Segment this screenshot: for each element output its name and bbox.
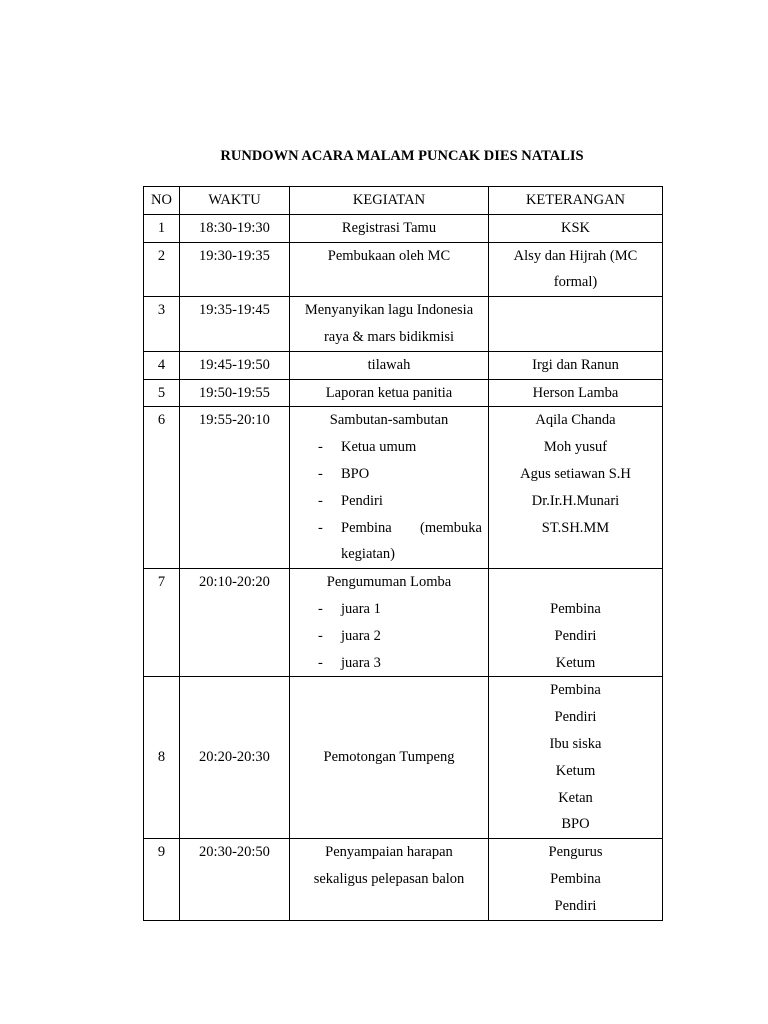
cell-keterangan [489,407,663,569]
cell-keterangan [489,569,663,677]
cell-kegiatan [290,297,489,352]
bullet-text: Pendiri [341,492,383,509]
table-row [144,839,663,920]
bullet-text: Ketua umum [341,439,417,456]
cell-no: 3 [144,297,180,352]
table-row [144,351,663,379]
keterangan-line: Irgi dan Ranun [532,356,619,373]
keterangan-line: Alsy dan Hijrah (MC [513,247,638,264]
list-item [290,541,488,568]
cell-kegiatan [290,351,489,379]
cell-keterangan [489,297,663,352]
table-row [144,297,663,352]
header-keterangan: KETERANGAN [489,187,663,215]
keterangan-line: Aqila Chanda [535,412,616,429]
header-no: NO [144,187,180,215]
keterangan-line: Pendiri [554,627,597,644]
bullet-text: juara 3 [341,654,381,671]
table-row [144,379,663,407]
bullet-dash: - [318,439,323,456]
header-kegiatan: KEGIATAN [290,187,489,215]
kegiatan-heading: Pengumuman Lomba [326,574,452,591]
keterangan-line: Pembina [550,600,601,617]
cell-keterangan [489,677,663,839]
list-item [290,650,488,677]
kegiatan-line: Menyanyikan lagu Indonesia [304,302,474,319]
list-item [290,596,488,623]
table-row [144,677,663,839]
cell-waktu: 18:30-19:30 [180,214,290,242]
cell-waktu: 20:10-20:20 [180,569,290,677]
bullet-dash: - [318,654,323,671]
cell-keterangan [489,214,663,242]
cell-keterangan [489,242,663,297]
bullet-text: BPO [341,465,370,482]
cell-waktu: 19:50-19:55 [180,379,290,407]
list-item [290,488,488,515]
keterangan-line: Ketum [555,654,596,671]
list-item [290,434,488,461]
bullet-text: (membuka [419,519,482,536]
cell-no: 2 [144,242,180,297]
cell-no: 7 [144,569,180,677]
page-title: RUNDOWN ACARA MALAM PUNCAK DIES NATALIS [220,148,584,164]
cell-waktu: 20:30-20:50 [180,839,290,920]
cell-waktu: 19:55-20:10 [180,407,290,569]
cell-no: 1 [144,214,180,242]
bullet-dash: - [318,627,323,644]
cell-keterangan [489,839,663,920]
keterangan-line: Dr.Ir.H.Munari [531,492,620,509]
bullet-dash: - [318,492,323,509]
keterangan-line: Agus setiawan S.H [520,465,631,482]
kegiatan-line: Registrasi Tamu [341,219,437,236]
cell-waktu: 19:35-19:45 [180,297,290,352]
keterangan-line: KSK [560,219,590,236]
kegiatan-line: Penyampaian harapan [325,844,453,861]
cell-no: 9 [144,839,180,920]
cell-no: 6 [144,407,180,569]
kegiatan-bullet-list [290,596,488,676]
bullet-text-continuation: kegiatan) [341,546,395,563]
rundown-table [143,186,663,921]
cell-kegiatan [290,214,489,242]
cell-kegiatan [290,677,489,839]
cell-kegiatan [290,839,489,920]
kegiatan-line: tilawah [367,356,411,373]
kegiatan-line: Pemotongan Tumpeng [323,749,455,766]
table-row [144,569,663,677]
keterangan-line: Ketum [555,762,596,779]
keterangan-line: formal) [553,274,598,291]
bullet-text: juara 2 [341,627,381,644]
keterangan-line: Ketan [558,789,593,806]
cell-kegiatan [290,242,489,297]
list-item [290,461,488,488]
bullet-text: juara 1 [341,600,381,617]
header-waktu: WAKTU [180,187,290,215]
keterangan-line: Moh yusuf [543,439,608,456]
keterangan-line: Herson Lamba [532,384,619,401]
keterangan-line: Pengurus [548,844,603,861]
cell-waktu: 20:20-20:30 [180,677,290,839]
keterangan-line: Pembina [550,870,601,887]
cell-no: 5 [144,379,180,407]
cell-kegiatan [290,569,489,677]
keterangan-line: Pembina [550,682,601,699]
kegiatan-line: Laporan ketua panitia [325,384,453,401]
kegiatan-heading: Sambutan-sambutan [329,412,449,429]
keterangan-line: Ibu siska [549,735,602,752]
cell-kegiatan [290,379,489,407]
keterangan-line: BPO [561,816,590,833]
cell-kegiatan [290,407,489,569]
cell-no: 4 [144,351,180,379]
kegiatan-bullet-list [290,434,488,568]
kegiatan-line: raya & mars bidikmisi [323,328,455,345]
list-item [290,515,488,542]
list-item [290,623,488,650]
table-row [144,214,663,242]
cell-waktu: 19:30-19:35 [180,242,290,297]
table-header-row [144,187,663,215]
table-row [144,407,663,569]
cell-no: 8 [144,677,180,839]
cell-keterangan [489,379,663,407]
keterangan-line: Pendiri [554,897,597,914]
keterangan-line: ST.SH.MM [541,519,610,536]
cell-keterangan [489,351,663,379]
keterangan-line: Pendiri [554,709,597,726]
table-row [144,242,663,297]
cell-waktu: 19:45-19:50 [180,351,290,379]
kegiatan-line: Pembukaan oleh MC [327,247,451,264]
bullet-text: Pembina [341,519,392,536]
keterangan-line [489,569,662,596]
bullet-dash: - [318,600,323,617]
kegiatan-line: sekaligus pelepasan balon [313,870,465,887]
bullet-dash: - [318,519,323,536]
bullet-dash: - [318,465,323,482]
